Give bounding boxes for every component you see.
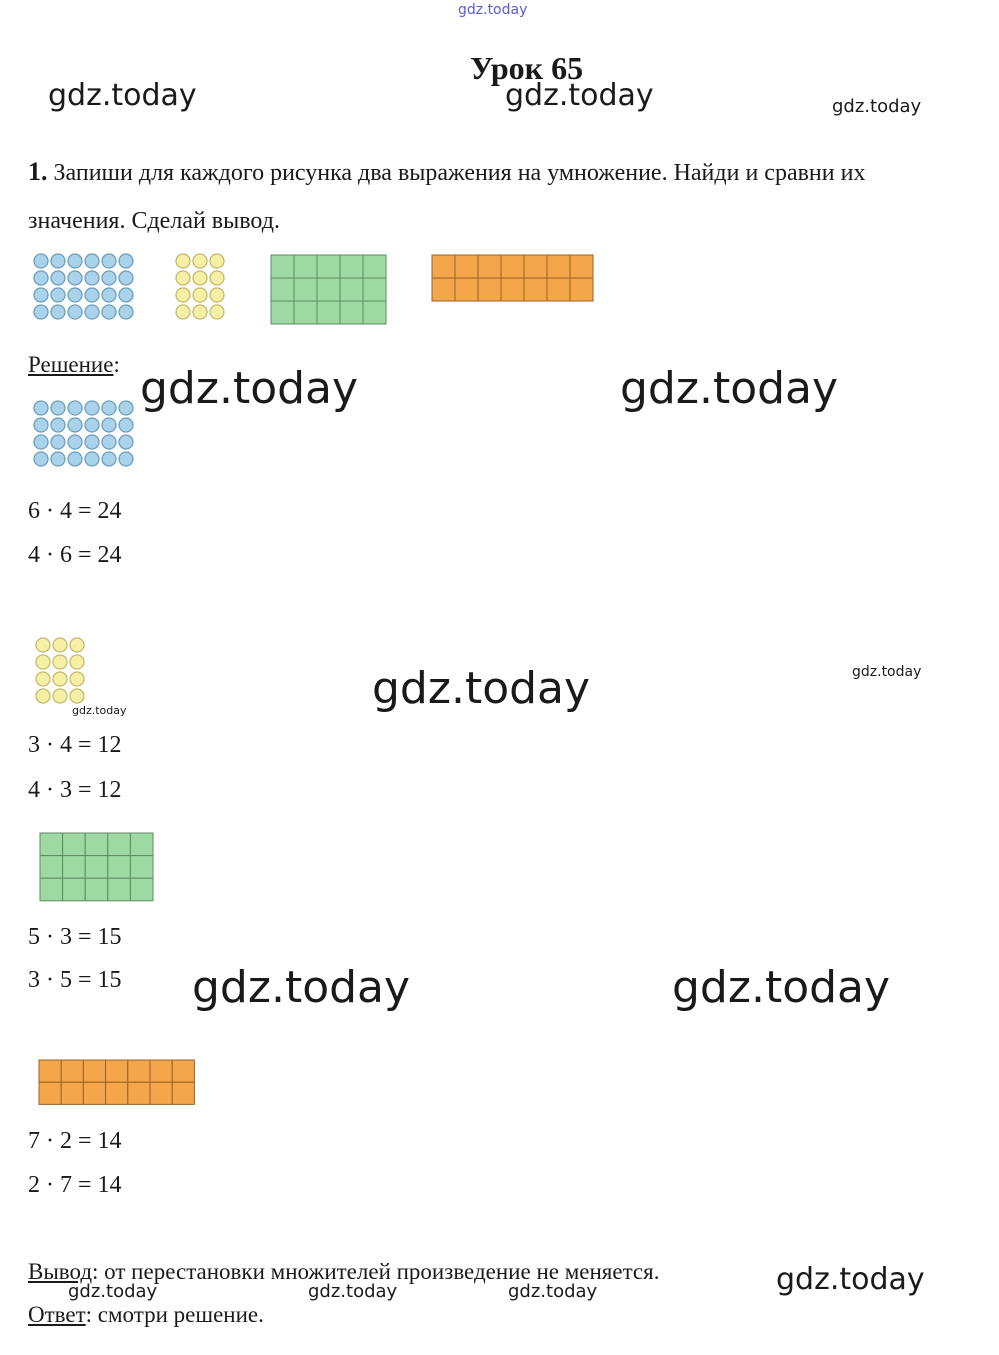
grid-cell [85,878,108,901]
dot [34,452,48,466]
dot [210,305,224,319]
grid-cell [340,278,363,301]
dot [68,452,82,466]
page-title: Урок 65 [470,50,584,86]
dot [68,271,82,285]
grid-cell [432,255,455,278]
dot [34,254,48,268]
dot [176,288,190,302]
grid-cell [172,1082,194,1104]
dot [53,689,67,703]
grid-cell [83,1082,105,1104]
dot [119,254,133,268]
watermark: gdz.today [776,1262,925,1297]
solution-label: Решение: [28,352,120,377]
dot [53,655,67,669]
dot [68,418,82,432]
dot [68,288,82,302]
dot [34,305,48,319]
grid-cell [150,1082,172,1104]
grid-cell [478,255,501,278]
dot [51,418,65,432]
dot [36,655,50,669]
grid-cell [130,833,153,856]
dot [36,672,50,686]
equation: 3 · 5 = 15 [28,967,122,993]
dot [119,401,133,415]
grid-cell [61,1060,83,1082]
figure-green-grid [270,254,387,326]
watermark: gdz.today [508,1281,598,1302]
answer-label: Ответ [28,1302,86,1327]
watermark: gdz.today [505,78,654,113]
figure-blue-dots [32,252,142,328]
grid-cell [570,278,593,301]
dot [176,271,190,285]
grid-cell [363,255,386,278]
equation: 4 · 3 = 12 [28,777,122,803]
grid-cell [317,255,340,278]
grid-cell [172,1060,194,1082]
watermark: gdz.today [852,664,922,680]
dot [210,254,224,268]
task-number: 1. [28,157,48,186]
dot [193,288,207,302]
dot [70,672,84,686]
answer [28,1302,264,1328]
equation: 4 · 6 = 24 [28,542,122,568]
dot [85,401,99,415]
dot [53,672,67,686]
grid-cell [106,1082,128,1104]
dot [51,271,65,285]
grid-cell [340,301,363,324]
grid-cell [63,878,86,901]
watermark-top: gdz.today [458,2,528,18]
grid-cell [85,833,108,856]
equation: 3 · 4 = 12 [28,732,122,758]
figure-orange-grid [431,254,595,303]
figure-yellow-dots [174,252,232,328]
grid-cell [150,1060,172,1082]
dot [34,435,48,449]
dot [68,305,82,319]
grid-cell [524,278,547,301]
dot [102,288,116,302]
watermark: gdz.today [620,363,839,414]
equation: 2 · 7 = 14 [28,1172,122,1198]
grid-cell [455,278,478,301]
watermark: gdz.today [140,363,359,414]
dot [36,689,50,703]
dot [85,435,99,449]
grid-cell [85,856,108,879]
grid-cell [478,278,501,301]
dot [193,271,207,285]
grid-cell [108,856,131,879]
equation: 5 · 3 = 15 [28,924,122,950]
grid-cell [363,278,386,301]
dot [102,271,116,285]
grid-cell [40,856,63,879]
conclusion [28,1259,659,1285]
dot [102,254,116,268]
task-statement [28,148,958,245]
dot [119,288,133,302]
dot [193,305,207,319]
dot [51,401,65,415]
grid-cell [63,833,86,856]
grid-cell [340,255,363,278]
conclusion-label: Вывод [28,1259,93,1284]
dot [102,452,116,466]
solution-figure-blue-dots [32,399,142,475]
watermark: gdz.today [192,962,411,1013]
watermark: gdz.today [832,96,922,117]
grid-cell [39,1082,61,1104]
dot [34,288,48,302]
grid-cell [294,301,317,324]
solution-figure-green-grid [39,832,154,903]
grid-cell [317,301,340,324]
dot [85,418,99,432]
grid-cell [128,1060,150,1082]
watermark: gdz.today [68,1281,158,1302]
grid-cell [501,278,524,301]
dot [51,288,65,302]
dot [176,305,190,319]
dot [102,401,116,415]
dot [51,452,65,466]
grid-cell [108,878,131,901]
grid-cell [130,856,153,879]
dot [70,689,84,703]
grid-cell [128,1082,150,1104]
grid-cell [83,1060,105,1082]
dot [102,435,116,449]
dot [102,418,116,432]
grid-cell [524,255,547,278]
solution-figure-yellow-dots [34,636,92,712]
grid-cell [108,833,131,856]
grid-cell [39,1060,61,1082]
equation: 7 · 2 = 14 [28,1128,122,1154]
grid-cell [40,878,63,901]
watermark: gdz.today [372,663,591,714]
dot [119,305,133,319]
watermark: gdz.today [672,962,891,1013]
task-text: Запиши для каждого рисунка два выражения на умножение. Найди и сравни их значения. Сделай вывод. [28,160,866,234]
dot [210,271,224,285]
dot [85,288,99,302]
grid-cell [40,833,63,856]
dot [85,452,99,466]
grid-cell [570,255,593,278]
grid-cell [271,301,294,324]
dot [70,655,84,669]
grid-cell [106,1060,128,1082]
grid-cell [547,278,570,301]
grid-cell [63,856,86,879]
grid-cell [294,255,317,278]
dot [85,271,99,285]
grid-cell [130,878,153,901]
dot [85,254,99,268]
answer-text: : смотри решение. [85,1302,264,1327]
dot [119,271,133,285]
dot [210,288,224,302]
grid-cell [501,255,524,278]
dot [68,254,82,268]
dot [176,254,190,268]
dot [119,418,133,432]
grid-cell [294,278,317,301]
dot [34,271,48,285]
equation: 6 · 4 = 24 [28,498,122,524]
grid-cell [271,255,294,278]
watermark: gdz.today [308,1281,398,1302]
grid-cell [547,255,570,278]
watermark: gdz.today [48,78,197,113]
dot [70,638,84,652]
watermark: gdz.today [72,704,127,717]
dot [119,435,133,449]
dot [85,305,99,319]
dot [51,305,65,319]
dot [102,305,116,319]
solution-figure-orange-grid [38,1059,196,1107]
dot [68,401,82,415]
grid-cell [432,278,455,301]
dot [36,638,50,652]
dot [193,254,207,268]
grid-cell [271,278,294,301]
dot [34,418,48,432]
dot [68,435,82,449]
dot [51,435,65,449]
dot [51,254,65,268]
grid-cell [317,278,340,301]
dot [53,638,67,652]
dot [119,452,133,466]
grid-cell [61,1082,83,1104]
conclusion-text: : от перестановки множителей произведение не меняется. [92,1259,660,1284]
dot [34,401,48,415]
grid-cell [455,255,478,278]
grid-cell [363,301,386,324]
